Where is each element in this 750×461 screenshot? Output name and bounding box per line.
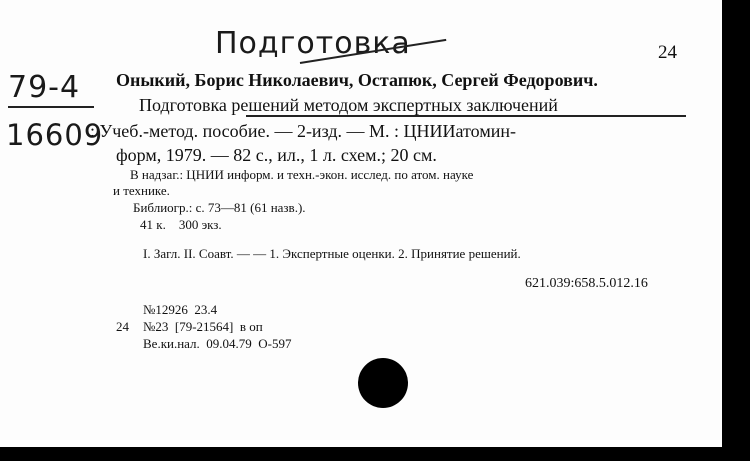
- card-note-line-1: В надзаг.: ЦНИИ информ. и техн.-экон. исслед. по атом. науке: [130, 167, 474, 182]
- card-classification: 621.039:658.5.012.16: [525, 276, 648, 291]
- handwritten-accession: 16609: [6, 118, 104, 152]
- scan-border-right: [722, 0, 750, 461]
- handwritten-subject: Подготовка: [215, 26, 411, 61]
- card-record-number: №12926 23.4: [143, 302, 218, 317]
- card-title-line-2: : Учеб.-метод. пособие. — 2-изд. — М. : ЦНИИатомин-: [90, 121, 516, 141]
- card-bibliography: Библиогр.: с. 73—81 (61 назв.).: [133, 200, 306, 215]
- card-authors: Оныкий, Борис Николаевич, Остапюк, Сергей Федорович.: [116, 70, 598, 90]
- card-tracings: I. Загл. II. Соавт. — — 1. Экспертные оценки. 2. Принятие решений.: [143, 246, 521, 261]
- handwritten-call-number: 79-4: [8, 70, 81, 105]
- card-title-line-1: Подготовка решений методом экспертных заключений: [139, 95, 558, 115]
- card-punch-hole: [358, 358, 408, 408]
- card-date-line: Ве.ки.нал. 09.04.79 О-597: [143, 336, 292, 351]
- card-title-line-3: форм, 1979. — 82 с., ил., 1 л. схем.; 20 см.: [116, 145, 437, 165]
- card-shelf-prefix: 24: [116, 319, 129, 334]
- card-price-copies: 41 к. 300 экз.: [140, 217, 222, 232]
- card-note-line-2: и технике.: [113, 183, 170, 198]
- title-underline: [246, 115, 686, 117]
- scan-border-bottom: [0, 447, 750, 461]
- page-number: 24: [658, 42, 677, 63]
- card-order-line: №23 [79-21564] в оп: [143, 319, 263, 334]
- call-number-underline: [8, 106, 94, 108]
